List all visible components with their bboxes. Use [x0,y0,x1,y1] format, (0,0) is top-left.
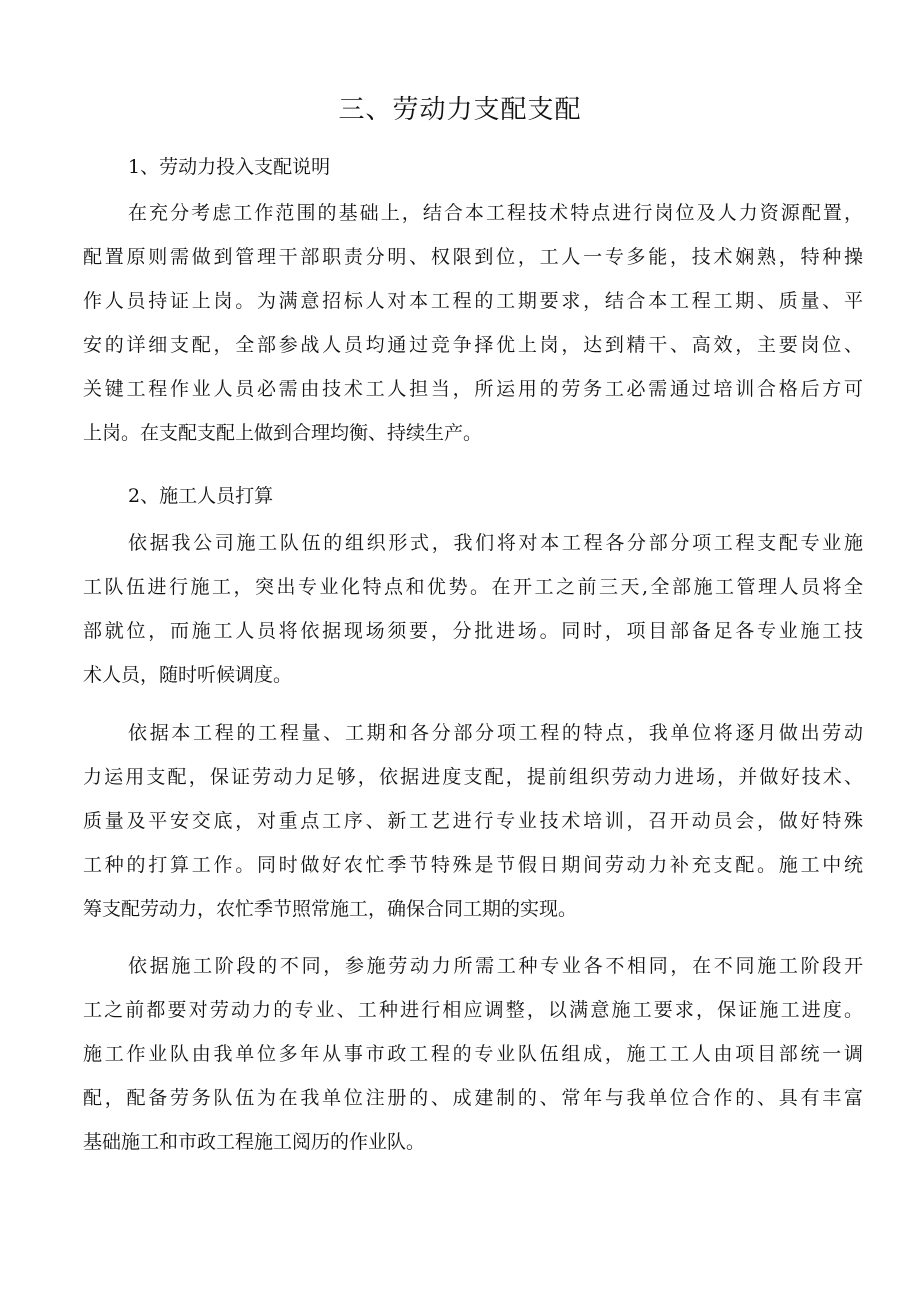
paragraph-line: 依据我公司施工队伍的组织形式，我们将对本工程各分部分项工程支配专业施 [128,532,863,554]
paragraph-line: 关键工程作业人员必需由技术工人担当，所运用的劳务工必需通过培训合格后方可 [83,378,863,400]
paragraph-line: 安的详细支配，全部参战人员均通过竞争择优上岗，达到精干、高效，主要岗位、 [83,334,863,356]
paragraph-line: 力运用支配，保证劳动力足够，依据进度支配，提前组织劳动力进场，并做好技术、 [83,766,863,788]
paragraph-line: 工队伍进行施工，突出专业化特点和优势。在开工之前三天,全部施工管理人员将全 [83,576,863,598]
paragraph-3 [83,711,863,931]
paragraph-1 [83,191,863,455]
paragraph-line: 在充分考虑工作范围的基础上，结合本工程技术特点进行岗位及人力资源配置， [128,202,863,224]
paragraph-line: 筹支配劳动力，农忙季节照常施工，确保合同工期的实现。 [83,898,578,920]
paragraph-line: 依据施工阶段的不同，参施劳动力所需工种专业各不相同，在不同施工阶段开 [128,955,863,977]
section-heading-1: 1、劳动力投入支配说明 [128,156,331,178]
paragraph-2 [83,521,863,697]
paragraph-4 [83,944,863,1164]
paragraph-line: 工种的打算工作。同时做好农忙季节特殊是节假日期间劳动力补充支配。施工中统 [83,854,863,876]
paragraph-line: 上岗。在支配支配上做到合理均衡、持续生产。 [83,422,483,444]
paragraph-line: 质量及平安交底，对重点工序、新工艺进行专业技术培训，召开动员会，做好特殊 [83,810,863,832]
paragraph-line: 术人员，随时听候调度。 [83,664,293,686]
paragraph-line: 配置原则需做到管理干部职责分明、权限到位，工人一专多能，技术娴熟，特种操 [83,246,863,268]
paragraph-line: 部就位，而施工人员将依据现场须要，分批进场。同时，项目部备足各专业施工技 [83,620,863,642]
paragraph-line: 施工作业队由我单位多年从事市政工程的专业队伍组成，施工工人由项目部统一调 [83,1043,863,1065]
section-heading-2: 2、施工人员打算 [128,485,274,507]
paragraph-line: 工之前都要对劳动力的专业、工种进行相应调整，以满意施工要求，保证施工进度。 [83,999,863,1021]
paragraph-line: 基础施工和市政工程施工阅历的作业队。 [83,1131,426,1153]
paragraph-line: 作人员持证上岗。为满意招标人对本工程的工期要求，结合本工程工期、质量、平 [83,290,863,312]
paragraph-line: 配，配备劳务队伍为在我单位注册的、成建制的、常年与我单位合作的、具有丰富 [83,1087,863,1109]
paragraph-line: 依据本工程的工程量、工期和各分部分项工程的特点，我单位将逐月做出劳动 [128,722,863,744]
page-title: 三、劳动力支配支配 [338,95,582,125]
